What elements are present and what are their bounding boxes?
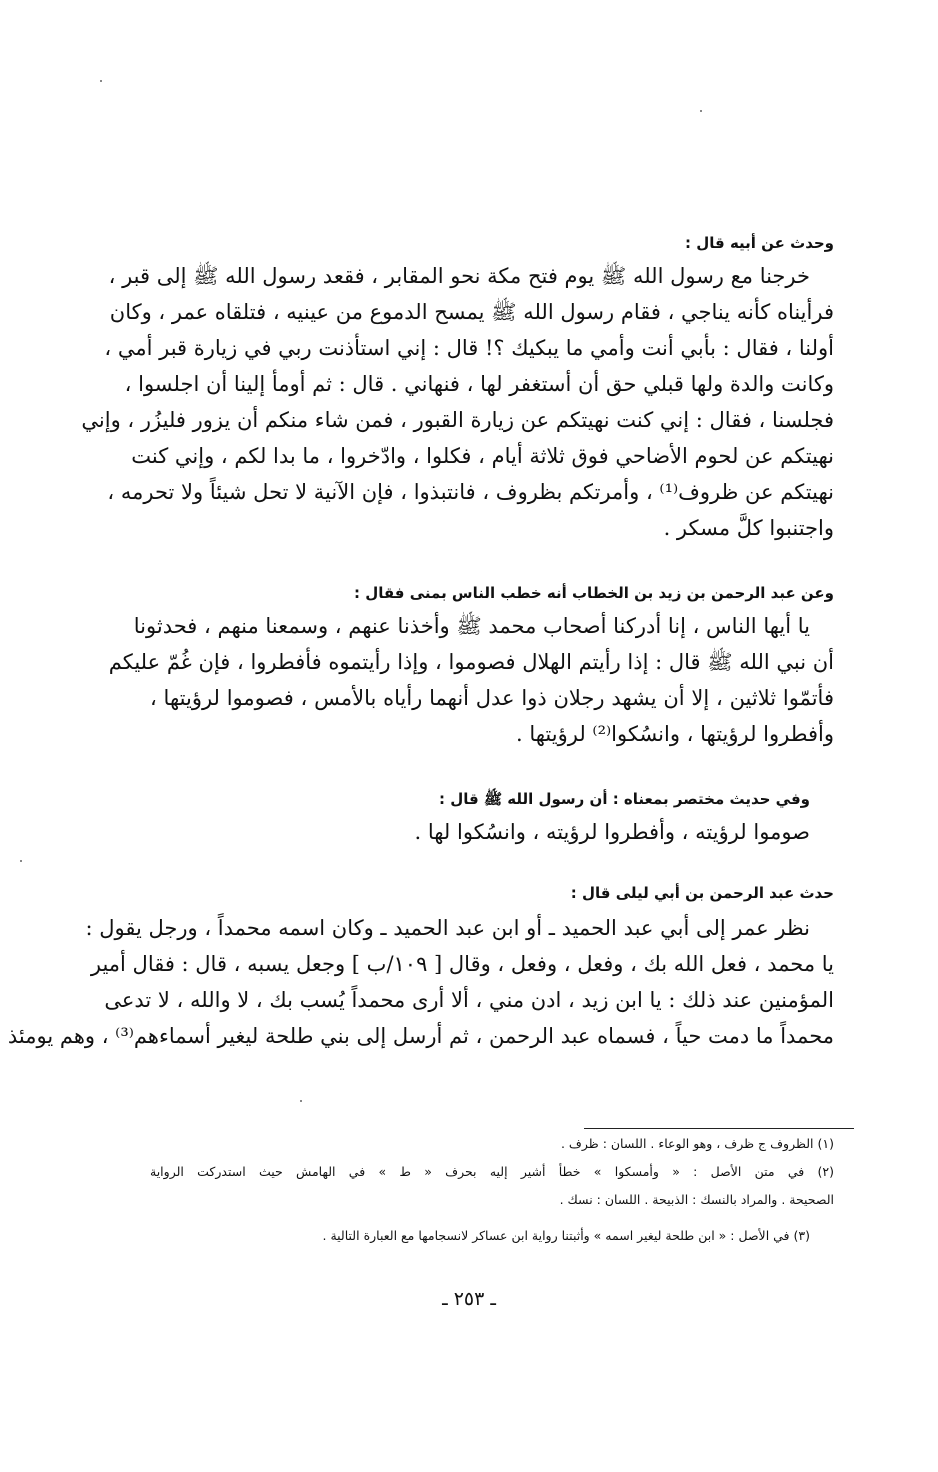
footnote-continuation: الصحيحة . والمراد بالنسك : الذبيحة . اللسان : نسك . <box>559 1192 834 1207</box>
paragraph-line: واجتنبوا كلَّ مسكر . <box>663 516 834 540</box>
paragraph-line: يا محمد ، فعل الله بك ، وفعل ، وفعل ، وقال [ ١٠٩/ب ] وجعل يسبه ، قال : فقال أمير <box>90 952 834 976</box>
paragraph-line: أولنا ، فقال : بأبي أنت وأمي ما يبكيك ؟! قال : إني استأذنت ربي في زيارة قبر أمي ، <box>104 336 834 360</box>
footnote: (١) الظروف ج ظرف ، وهو الوعاء . اللسان : ظرف . <box>560 1136 834 1151</box>
paragraph-line: محمداً ما دمت حياً ، فسماه عبد الرحمن ، ثم أرسل إلى بني طلحة ليغير أسماءهم⁽³⁾ ، وهم يومئذ <box>7 1024 834 1048</box>
scan-speck <box>300 1100 302 1102</box>
paragraph-line: أن نبي الله ﷺ قال : إذا رأيتم الهلال فصوموا ، وإذا رأيتموه فأفطروا ، فإن غُمّ عليكم <box>108 650 834 674</box>
section-heading: وعن عبد الرحمن بن زيد بن الخطاب أنه خطب الناس بمنى فقال : <box>354 584 834 602</box>
paragraph-line: نهيتكم عن لحوم الأضاحي فوق ثلاثة أيام ، فكلوا ، وادّخروا ، ما بدا لكم ، وإني كنت <box>131 444 834 468</box>
scan-speck <box>700 110 702 112</box>
paragraph-line: صوموا لرؤيته ، وأفطروا لرؤيته ، وانسُكوا لها . <box>414 820 810 844</box>
paragraph-line: وكانت والدة ولها قبلي حق أن أستغفر لها ، فنهاني . قال : ثم أومأ إلينا أن اجلسوا ، <box>124 372 834 396</box>
section-heading: وحدث عن أبيه قال : <box>685 234 834 252</box>
paragraph-line: فرأيناه كأنه يناجي ، فقام رسول الله ﷺ يمسح الدموع من عينيه ، فتلقاه عمر ، وكان <box>109 300 834 324</box>
paragraph-line: يا أيها الناس ، إنا أدركنا أصحاب محمد ﷺ وأخذنا عنهم ، وسمعنا منهم ، فحدثونا <box>133 614 810 638</box>
scan-speck <box>100 80 102 82</box>
section-heading: حدث عبد الرحمن بن أبي ليلى قال : <box>570 884 834 902</box>
paragraph-line: فجلسنا ، فقال : إني كنت نهيتكم عن زيارة القبور ، فمن شاء منكم أن يزور فليزُر ، وإني <box>81 408 834 432</box>
paragraph-line: فأتمّوا ثلاثين ، إلا أن يشهد رجلان ذوا عدل أنهما رأياه بالأمس ، فصوموا لرؤيتها ، <box>150 686 834 710</box>
paragraph-line: نهيتكم عن ظروف⁽¹⁾ ، وأمرتكم بظروف ، فانتبذوا ، فإن الآنية لا تحل شيئاً ولا تحرمه ، <box>107 480 834 504</box>
paragraph-line: نظر عمر إلى أبي عبد الحميد ـ أو ابن عبد الحميد ـ وكان اسمه محمداً ، ورجل يقول : <box>85 916 810 940</box>
paragraph-line: المؤمنين عند ذلك : يا ابن زيد ، ادن مني ، ألا أرى محمداً يُسب بك ، لا والله ، لا تدعى <box>104 988 834 1012</box>
page-number: ـ ٢٥٣ ـ <box>442 1288 496 1310</box>
footnote: (٢) في متن الأصل : « وأمسكوا » خطأ أشير إليه بحرف « ط » في الهامش حيث استدركت الرواية <box>150 1164 834 1179</box>
paragraph-line: وأفطروا لرؤيتها ، وانسُكوا⁽²⁾ لرؤيتها . <box>516 722 834 746</box>
section-heading: وفي حديث مختصر بمعناه : أن رسول الله ﷺ قال : <box>439 790 810 808</box>
footnote-divider <box>584 1128 854 1129</box>
footnote: (٣) في الأصل : « ابن طلحة ليغير اسمه » وأثبتنا رواية ابن عساكر لانسجامها مع العبارة التالية . <box>322 1228 810 1243</box>
paragraph-line: خرجنا مع رسول الله ﷺ يوم فتح مكة نحو المقابر ، فقعد رسول الله ﷺ إلى قبر ، <box>108 264 810 288</box>
scan-speck <box>20 860 22 862</box>
